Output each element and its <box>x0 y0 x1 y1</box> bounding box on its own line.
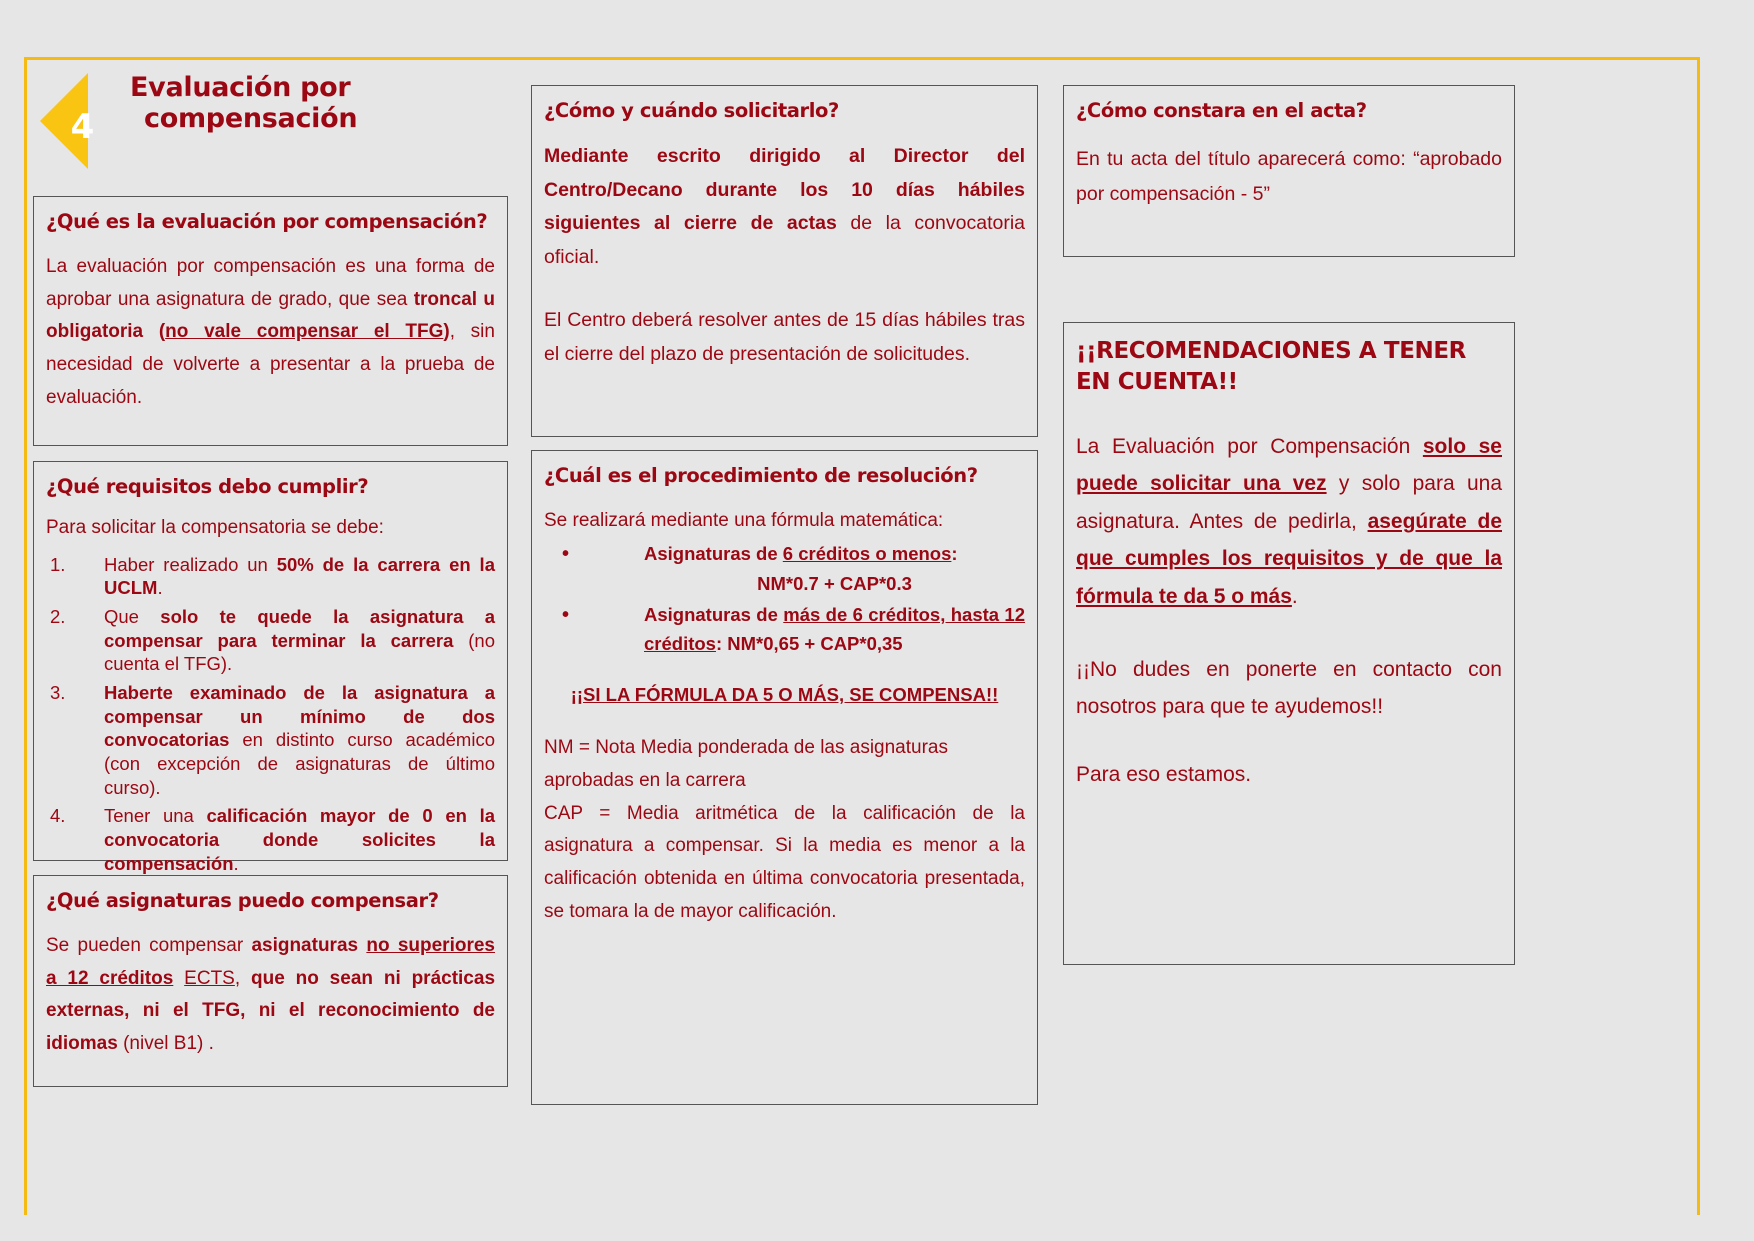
page-header <box>40 65 600 175</box>
list-item: Tener una calificación mayor de 0 en la convocatoria donde solicites la compensación. <box>104 805 495 874</box>
card-body-2: El Centro deberá resolver antes de 15 días hábiles tras el cierre del plazo de presentación de solicitudes. <box>544 309 1025 365</box>
list-item: Que solo te quede la asignatura a compensar para terminar la carrera (no cuenta el TFG). <box>104 605 496 675</box>
section-number: 4 <box>70 107 94 147</box>
card-title: ¿Cómo constara en el acta? <box>1076 99 1367 122</box>
card-title: ¿Qué es la evaluación por compensación? <box>46 210 488 233</box>
card-asignaturas-compensables <box>33 875 508 1087</box>
card-como-cuando-solicitarlo <box>531 85 1038 437</box>
card-requisitos <box>33 461 508 874</box>
requisitos-list <box>46 553 495 876</box>
cap-definition: CAP = Media aritmética de la calificación de la asignatura a compensar. Si la media es menor a la calificación obtenida en última convocatoria presentada, se tomara la de mayor calificación. <box>544 802 1025 922</box>
card-que-es-evaluacion-compensacion <box>33 196 508 446</box>
list-item: Haberte examinado de la asignatura a compensar un mínimo de dos convocatorias en distinto curso académico (con excepción de asignaturas de último curso). <box>104 681 495 798</box>
list-item: • Asignaturas de 6 créditos o menos: NM*0.7 + CAP*0.3 <box>544 540 1025 599</box>
card-intro: Se realizará mediante una fórmula matemática: <box>544 510 944 531</box>
card-title: ¿Qué asignaturas puedo compensar? <box>46 889 439 912</box>
card-body: La evaluación por compensación es una forma de aprobar una asignatura de grado, que sea troncal u obligatoria (no vale compensar el TFG), sin necesidad de volverte a presentar a la prueba de evaluación. <box>46 256 496 408</box>
card-body-1: Mediante escrito dirigido al Director del Centro/Decano durante los 10 días hábiles siguientes al cierre de actas de la convocatoria oficial. <box>544 145 1025 268</box>
card-body: En tu acta del título aparecerá como: “aprobado por compensación - 5” <box>1076 148 1502 205</box>
card-title: ¡¡RECOMENDACIONES A TENER EN CUENTA!! <box>1076 338 1466 396</box>
card-title: ¿Qué requisitos debo cumplir? <box>46 475 369 498</box>
card-intro: Para solicitar la compensatoria se debe: <box>46 517 384 538</box>
card-body-2: ¡¡No dudes en ponerte en contacto con nosotros para que te ayudemos!! <box>1076 657 1502 719</box>
card-body: Se pueden compensar asignaturas no superiores a 12 créditos ECTS, que no sean ni prácticas externas, ni el TFG, ni el reconocimiento de idiomas (nivel B1) . <box>46 935 496 1055</box>
card-recomendaciones <box>1063 322 1515 965</box>
card-como-constara-acta <box>1063 85 1515 257</box>
list-item: Haber realizado un 50% de la carrera en la UCLM. <box>104 553 495 599</box>
formula-threshold-note: ¡¡SI LA FÓRMULA DA 5 O MÁS, SE COMPENSA!! <box>570 684 999 706</box>
list-item: • Asignaturas de más de 6 créditos, hasta 12 créditos: NM*0,65 + CAP*0,35 <box>544 601 1025 658</box>
card-title: ¿Cómo y cuándo solicitarlo? <box>544 99 839 122</box>
nm-definition: NM = Nota Media ponderada de las asignaturas aprobadas en la carrera <box>544 737 948 791</box>
formula-list <box>544 540 1025 659</box>
card-procedimiento-resolucion <box>531 450 1038 1105</box>
page-title <box>130 73 550 134</box>
page-title-line2: compensación <box>144 102 358 134</box>
formula-6-or-less: NM*0.7 + CAP*0.3 <box>757 573 912 595</box>
page-title-line1: Evaluación por <box>130 72 351 103</box>
card-body-3: Para eso estamos. <box>1076 762 1252 786</box>
card-body-1: La Evaluación por Compensación solo se puede solicitar una vez y solo para una asignatura. Antes de pedirla, asegúrate de que cumples los requisitos y de que la fórmula te da 5 o más. <box>1076 435 1503 608</box>
card-title: ¿Cuál es el procedimiento de resolución? <box>544 464 978 487</box>
